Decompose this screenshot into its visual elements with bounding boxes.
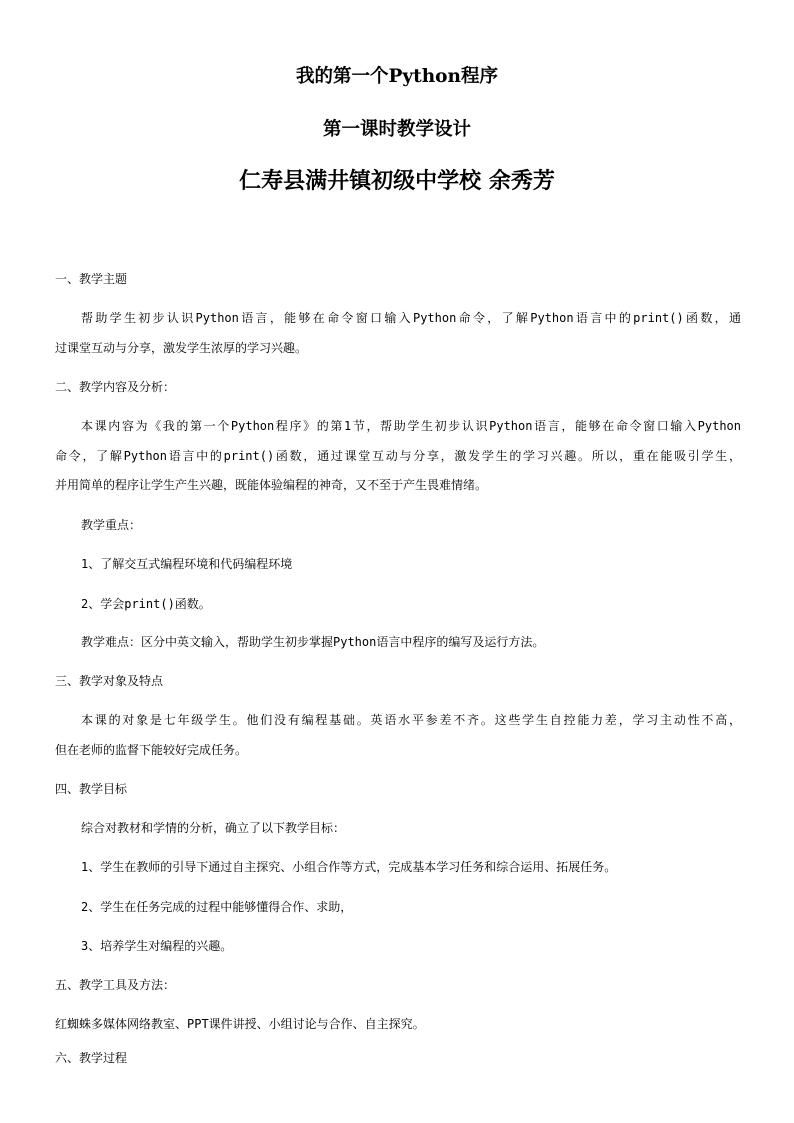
tools-text: 红蜘蛛多媒体网络教室、PPT课件讲授、小组讨论与合作、自主探究。	[55, 1017, 425, 1031]
section-heading-goals: 四、教学目标	[55, 782, 128, 796]
goal-item: 3、培养学生对编程的兴趣。	[81, 939, 233, 953]
section-heading-audience: 三、教学对象及特点	[55, 674, 164, 688]
key-points-label: 教学重点：	[81, 518, 142, 532]
paragraph-line: 并用简单的程序让学生产生兴趣，既能体验编程的神奇，又不至于产生畏难情绪。	[55, 478, 488, 492]
paragraph-line: 本课内容为《我的第一个Python程序》的第1节，帮助学生初步认识Python语言，能够在命令窗口输入Python	[81, 419, 741, 433]
document-subtitle: 第一课时教学设计	[322, 119, 471, 140]
paragraph-line: 帮助学生初步认识Python语言，能够在命令窗口输入Python命令，了解Python语言中的print()函数，通	[81, 311, 741, 325]
goal-item: 1、学生在教师的引导下通过自主探究、小组合作等方式，完成基本学习任务和综合运用、拓展任务。	[81, 860, 617, 874]
paragraph-line: 命令，了解Python语言中的print()函数，通过课堂互动与分享，激发学生的学习兴趣。所以，重在能吸引学生，	[55, 449, 741, 463]
paragraph-line: 过课堂互动与分享，激发学生浓厚的学习兴趣。	[55, 341, 308, 355]
paragraph-line: 本课的对象是七年级学生。他们没有编程基础。英语水平参差不齐。这些学生自控能力差，学习主动性不高，	[81, 713, 741, 727]
goals-intro: 综合对教材和学情的分析，确立了以下教学目标：	[81, 821, 346, 835]
difficulty-text: 教学难点：区分中英文输入，帮助学生初步掌握Python语言中程序的编写及运行方法。	[81, 635, 545, 649]
key-point-item: 1、了解交互式编程环境和代码编程环境	[81, 557, 293, 571]
section-heading-content: 二、教学内容及分析：	[55, 380, 176, 394]
document-title: 我的第一个Python程序	[296, 66, 498, 87]
key-point-item: 2、学会print()函数。	[81, 597, 211, 611]
section-heading-process: 六、教学过程	[55, 1051, 128, 1065]
section-heading-tools: 五、教学工具及方法：	[55, 978, 176, 992]
paragraph-line: 但在老师的监督下能较好完成任务。	[55, 743, 248, 757]
goal-item: 2、学生在任务完成的过程中能够懂得合作、求助，	[81, 900, 353, 914]
section-heading-theme: 一、教学主题	[55, 272, 128, 286]
document-author: 仁寿县满井镇初级中学校 余秀芳	[239, 168, 555, 194]
